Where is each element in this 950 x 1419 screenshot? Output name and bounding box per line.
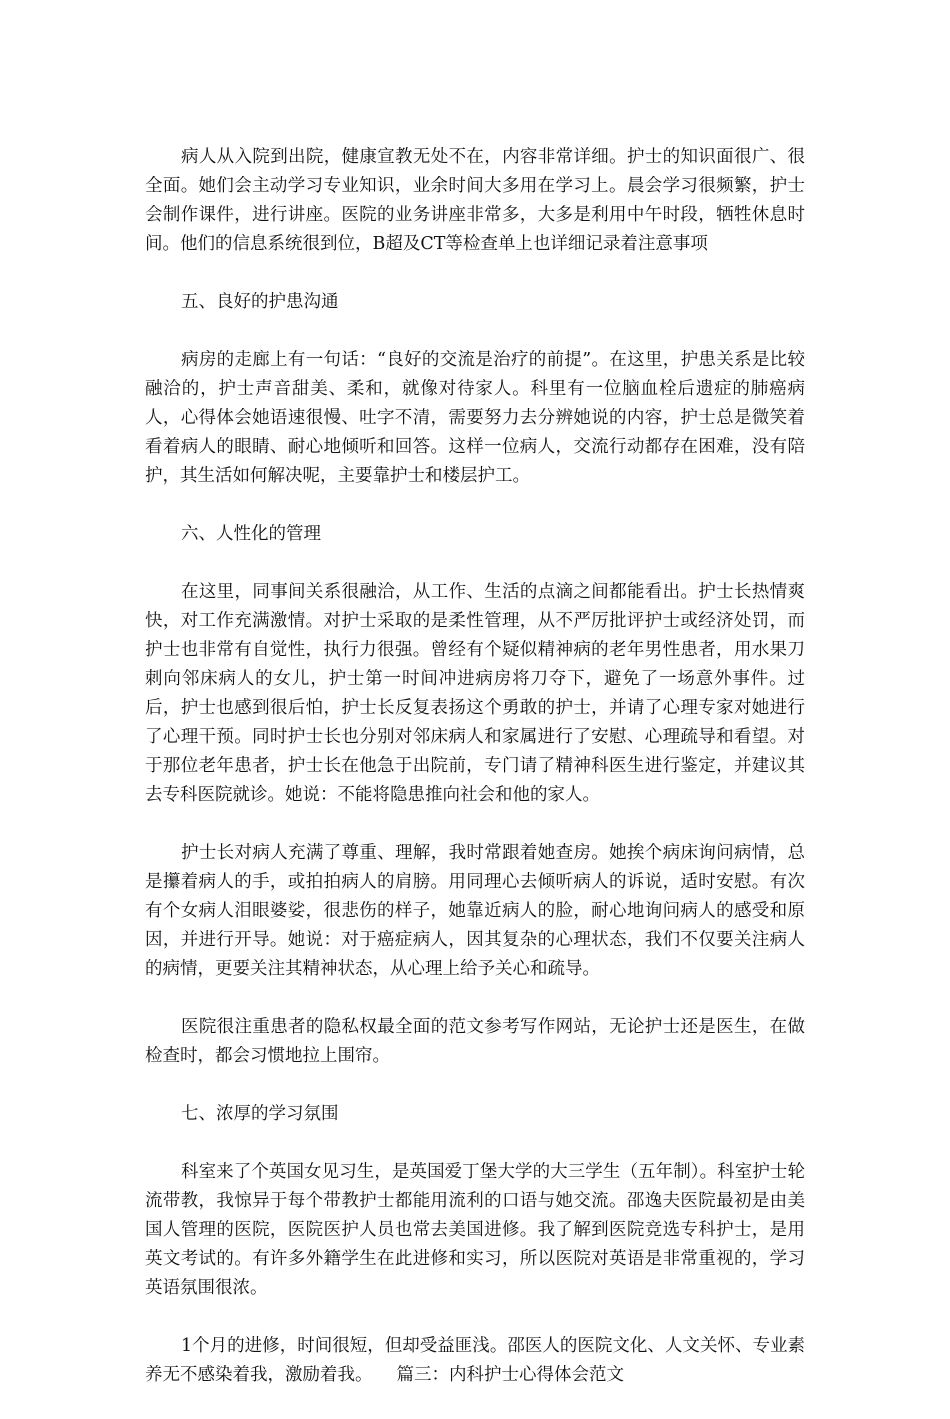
- paragraph-head-nurse: 护士长对病人充满了尊重、理解，我时常跟着她查房。她挨个病床询问病情，总是攥着病人的手，或拍拍病人的肩膀。用同理心去倾听病人的诉说，适时安慰。有次有个女病人泪眼婆娑，很悲伤的样子，她靠近病人的脸，耐心地询问病人的感受和原因，并进行开导。她说：对于癌症病人，因其复杂的心理状态，我们不仅要关注病人的病情，更要关注其精神状态，从心理上给予关心和疏导。: [145, 843, 805, 979]
- document-body: [145, 143, 805, 1419]
- paragraph-privacy: 医院很注重患者的隐私权最全面的范文参考写作网站，无论护士还是医生，在做检查时，都会习惯地拉上围帘。: [145, 1017, 805, 1066]
- closing-text: 1个月的进修，时间很短，但却受益匪浅。邵医人的医院文化、人文关怀、专业素养无不感染着我，激励着我。: [145, 1336, 805, 1385]
- section-heading-management: 六、人性化的管理: [181, 524, 321, 544]
- paragraph-learning: 科室来了个英国女见习生，是英国爱丁堡大学的大三学生（五年制）。科室护士轮流带教，我惊异于每个带教护士都能用流利的口语与她交流。邵逸夫医院最初是由美国人管理的医院，医院医护人员也常去美国进修。我了解到医院竞选专科护士，是用英文考试的。有许多外籍学生在此进修和实习，所以医院对英语是非常重视的，学习英语氛围很浓。: [145, 1162, 805, 1298]
- section-heading-communication: 五、良好的护患沟通: [181, 292, 339, 312]
- paragraph-closing: [145, 1332, 805, 1390]
- section-heading-learning: 七、浓厚的学习氛围: [181, 1104, 339, 1124]
- next-article-title: 篇三：内科护士心得体会范文: [396, 1365, 624, 1385]
- paragraph-management: 在这里，同事间关系很融洽，从工作、生活的点滴之间都能看出。护士长热情爽快，对工作充满激情。对护士采取的是柔性管理，从不严厉批评护士或经济处罚，而护士也非常有自觉性，执行力很强。曾经有个疑似精神病的老年男性患者，用水果刀刺向邻床病人的女儿，护士第一时间冲进病房将刀夺下，避免了一场意外事件。过后，护士也感到很后怕，护士长反复表扬这个勇敢的护士，并请了心理专家对她进行了心理干预。同时护士长也分别对邻床病人和家属进行了安慰、心理疏导和看望。对于那位老年患者，护士长在他急于出院前，专门请了精神科医生进行鉴定，并建议其去专科医院就诊。她说：不能将隐患推向社会和他的家人。: [145, 582, 805, 805]
- paragraph-health-education: 病人从入院到出院，健康宣教无处不在，内容非常详细。护士的知识面很广、很全面。她们会主动学习专业知识，业余时间大多用在学习上。晨会学习很频繁，护士会制作课件，进行讲座。医院的业务讲座非常多，大多是利用中午时段，牺牲休息时间。他们的信息系统很到位，B超及CT等检查单上也详细记录着注意事项: [145, 147, 805, 254]
- paragraph-communication: 病房的走廊上有一句话：“良好的交流是治疗的前提”。在这里，护患关系是比较融洽的，护士声音甜美、柔和，就像对待家人。科里有一位脑血栓后遗症的肺癌病人，心得体会她语速很慢、吐字不清，需要努力去分辨她说的内容，护士总是微笑着看着病人的眼睛、耐心地倾听和回答。这样一位病人，交流行动都存在困难，没有陪护，其生活如何解决呢，主要靠护士和楼层护工。: [145, 350, 805, 486]
